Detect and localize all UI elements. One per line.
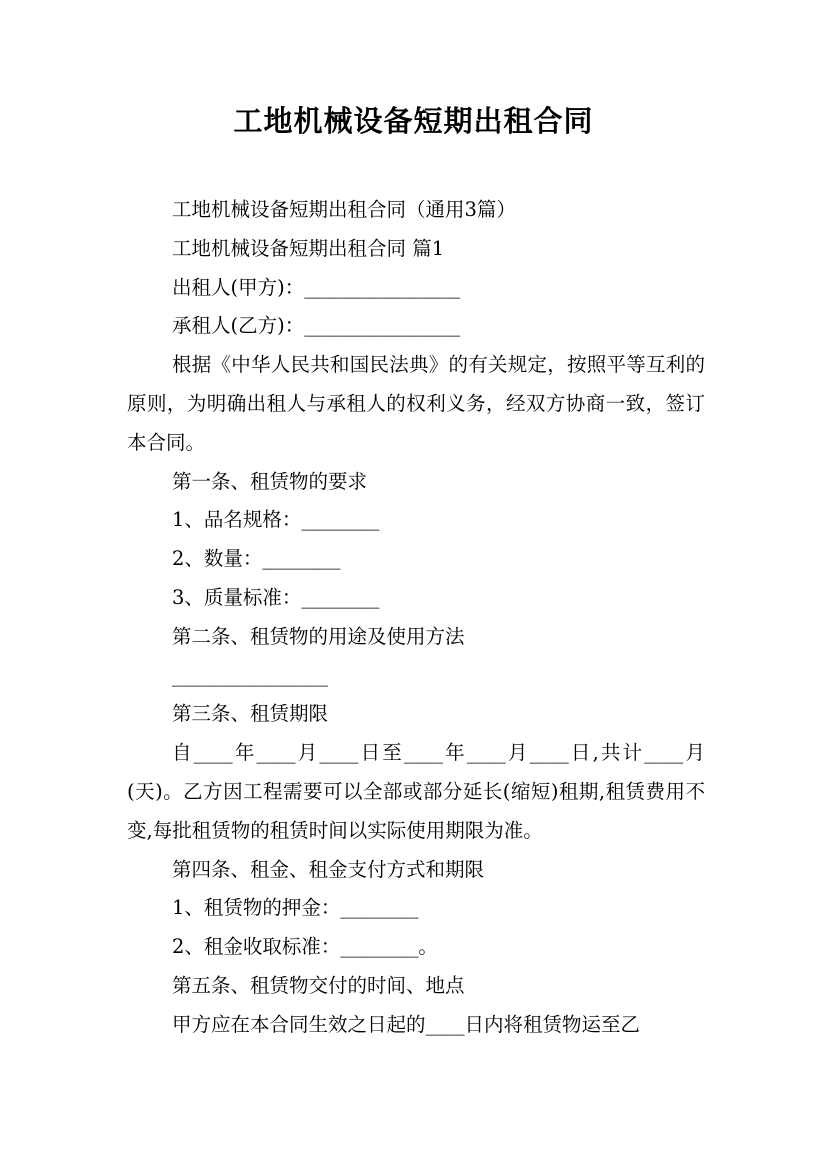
paragraph-article-2-heading: 第二条、租赁物的用途及使用方法 (172, 624, 465, 648)
paragraph-item-quantity: 2、数量：________ (172, 547, 341, 571)
paragraph-lessee-field: 承租人(乙方)：________________ (172, 314, 461, 338)
paragraph-item-spec: 1、品名规格：________ (172, 508, 380, 532)
paragraph-article-1-heading: 第一条、租赁物的要求 (172, 469, 368, 493)
paragraph-item-quality: 3、质量标准：________ (172, 585, 380, 609)
paragraph-delivery: 甲方应在本合同生效之日起的____日内将租赁物运至乙 (172, 1012, 641, 1036)
paragraph-lease-term: 自____年____月____日至____年____月____日,共计____月(天)。乙方因工程需要可以全部或部分延长(缩短)租期,租赁费用不变,每批租赁物的租赁时间以实际使用期限为准。 (127, 741, 705, 842)
paragraph-lessor-field: 出租人(甲方)：________________ (172, 275, 461, 299)
paragraph-preamble: 根据《中华人民共和国民法典》的有关规定，按照平等互利的原则，为明确出租人与承租人的权利义务，经双方协商一致，签订本合同。 (127, 353, 705, 454)
paragraph-collection-title: 工地机械设备短期出租合同（通用3篇） (172, 198, 516, 221)
document-title: 工地机械设备短期出租合同 (233, 104, 594, 138)
paragraph-deposit: 1、租赁物的押金：________ (172, 896, 419, 920)
paragraph-rent-standard: 2、租金收取标准：________。 (172, 935, 438, 959)
paragraph-article-5-heading: 第五条、租赁物交付的时间、地点 (172, 973, 465, 997)
document-body (127, 191, 705, 1045)
paragraph-usage-blank: ________________ (172, 663, 328, 687)
paragraph-article-3-heading: 第三条、租赁期限 (172, 702, 329, 726)
paragraph-section-heading: 工地机械设备短期出租合同 篇1 (172, 236, 445, 260)
paragraph-article-4-heading: 第四条、租金、租金支付方式和期限 (172, 857, 485, 881)
